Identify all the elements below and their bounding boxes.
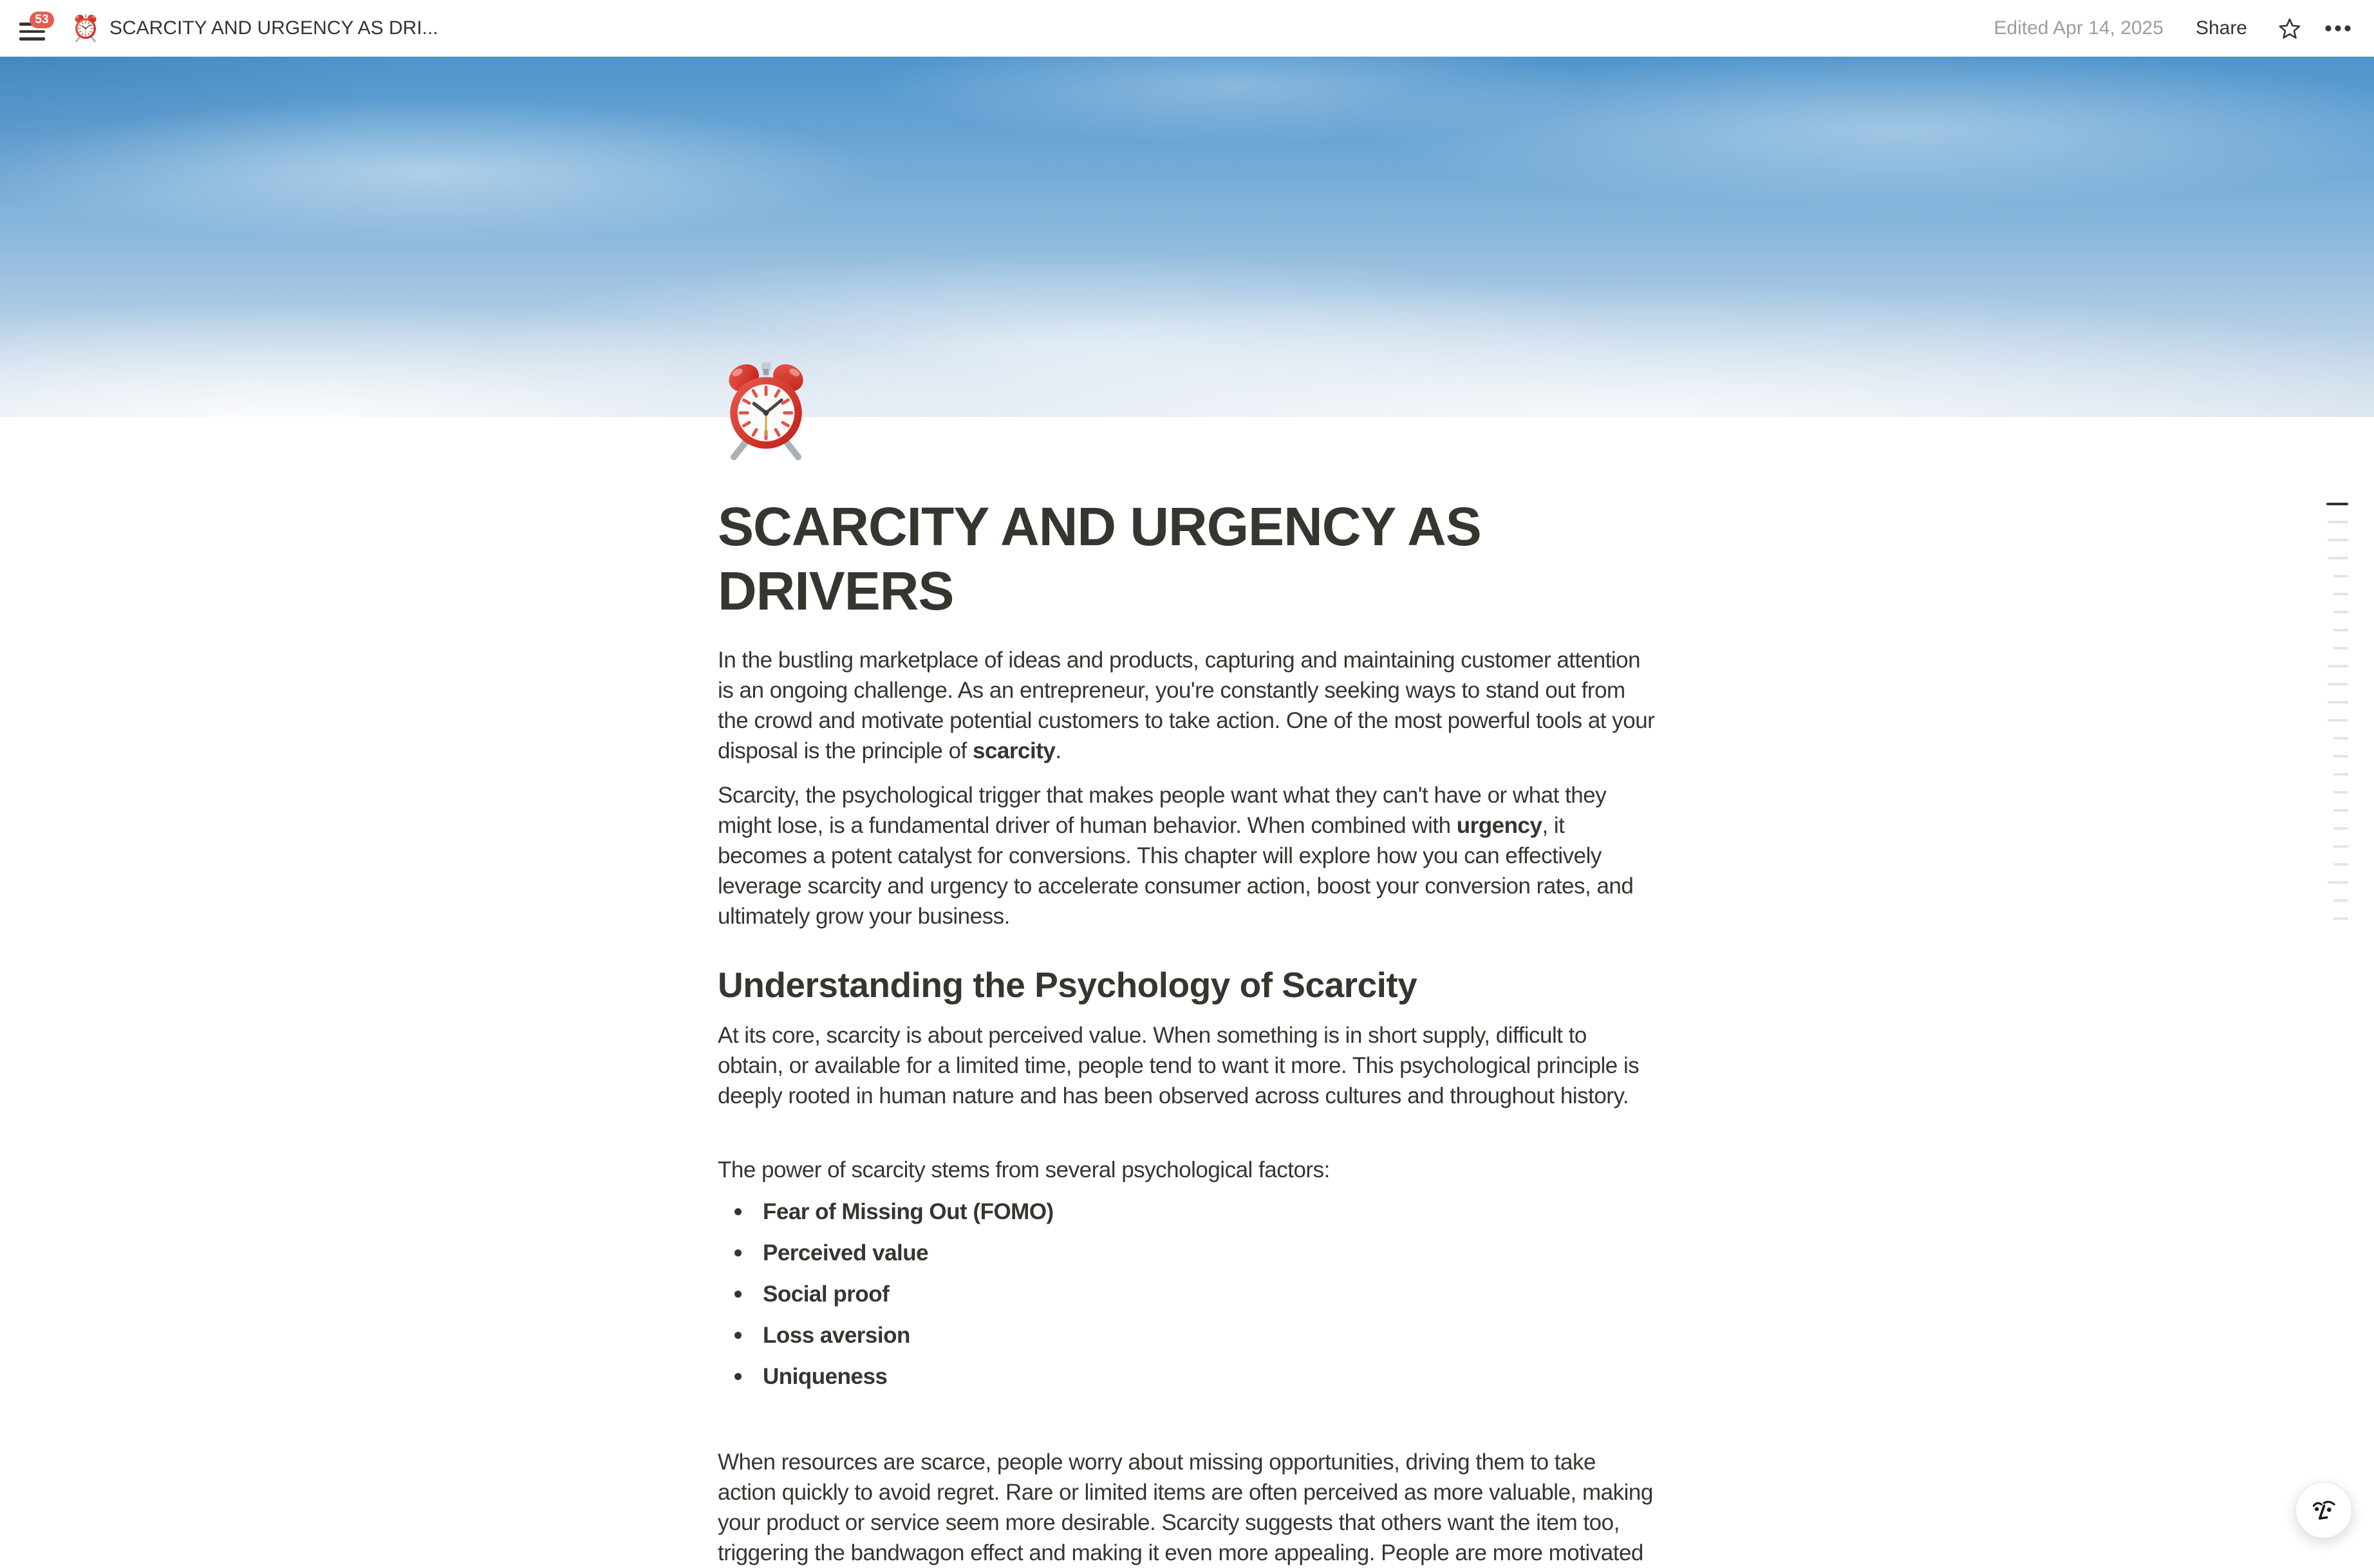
topbar-right bbox=[1994, 14, 2354, 42]
toc-line[interactable] bbox=[2333, 791, 2348, 794]
page-body bbox=[716, 360, 1658, 1568]
toc-line[interactable] bbox=[2328, 521, 2348, 523]
list-item[interactable]: Social proof bbox=[718, 1279, 1658, 1309]
toc-line[interactable] bbox=[2333, 755, 2348, 758]
toc-line[interactable] bbox=[2326, 503, 2348, 505]
toc-line[interactable] bbox=[2328, 881, 2348, 884]
paragraph-intro-1[interactable]: In the bustling marketplace of ideas and products, capturing and maintaining customer attention is an ongoing challenge. As an entrepreneur, you're constantly seeking ways to stand out from the crowd and motivate potential customers to take action. One of the most powerful tools at your disposal is the principle of scarcity. bbox=[718, 648, 1655, 763]
toc-line[interactable] bbox=[2333, 629, 2348, 631]
factors-bullet-list bbox=[718, 1197, 1658, 1392]
notification-count-badge: 53 bbox=[30, 12, 54, 28]
toc-line[interactable] bbox=[2333, 737, 2348, 740]
more-options-button[interactable] bbox=[2322, 22, 2354, 35]
toc-line[interactable] bbox=[2333, 575, 2348, 577]
toc-line[interactable] bbox=[2333, 917, 2348, 920]
toc-line[interactable] bbox=[2333, 899, 2348, 902]
toc-line[interactable] bbox=[2328, 557, 2348, 559]
toc-line[interactable] bbox=[2333, 827, 2348, 830]
topbar-left bbox=[19, 10, 438, 46]
ai-face-icon bbox=[2307, 1493, 2341, 1527]
ellipsis-icon bbox=[2324, 24, 2351, 32]
list-item[interactable]: Fear of Missing Out (FOMO) bbox=[718, 1197, 1658, 1227]
breadcrumb-page-title[interactable]: SCARCITY AND URGENCY AS DRI... bbox=[109, 17, 438, 39]
paragraph-closing[interactable]: When resources are scarce, people worry about missing opportunities, driving them to take action quickly to avoid regret. Rare or limited items are often perceived as more valuable, making your product or service seem more desirable. Scarcity suggests that others want the item too, triggering the bandwagon effect and making it even more appealing. People are more motivated bbox=[718, 1450, 1653, 1565]
toc-line[interactable] bbox=[2328, 665, 2348, 667]
table-of-contents-minimap bbox=[2326, 503, 2348, 935]
toc-line[interactable] bbox=[2328, 683, 2348, 686]
toc-line[interactable] bbox=[2328, 701, 2348, 704]
alarm-clock-icon bbox=[72, 14, 99, 43]
topbar bbox=[0, 0, 2374, 57]
share-button[interactable]: Share bbox=[2192, 15, 2251, 42]
notion-ai-button[interactable] bbox=[2295, 1482, 2352, 1538]
toc-line[interactable] bbox=[2333, 593, 2348, 595]
alarm-clock-icon bbox=[718, 360, 814, 463]
toc-line[interactable] bbox=[2333, 611, 2348, 613]
toc-line[interactable] bbox=[2333, 647, 2348, 649]
toc-line[interactable] bbox=[2333, 773, 2348, 776]
section-heading[interactable]: Understanding the Psychology of Scarcity bbox=[718, 965, 1417, 1005]
list-item[interactable]: Uniqueness bbox=[718, 1361, 1658, 1392]
toc-line[interactable] bbox=[2328, 719, 2348, 722]
paragraph-factors-lead[interactable]: The power of scarcity stems from several psychological factors: bbox=[718, 1157, 1330, 1182]
page-title[interactable]: SCARCITY AND URGENCY AS DRIVERS bbox=[718, 496, 1481, 621]
toc-line[interactable] bbox=[2333, 863, 2348, 866]
favorite-button[interactable] bbox=[2276, 14, 2304, 42]
star-icon bbox=[2278, 17, 2301, 40]
list-item[interactable]: Loss aversion bbox=[718, 1320, 1658, 1350]
page-icon-alarm-clock-emoji[interactable] bbox=[718, 360, 814, 463]
last-edited-label: Edited Apr 14, 2025 bbox=[1994, 17, 2164, 39]
paragraph-intro-2[interactable]: Scarcity, the psychological trigger that makes people want what they can't have or what they might lose, is a fundamental driver of human behavior. When combined with urgency, it becomes a potent catalyst for conversions. This chapter will explore how you can effectively leverage scarcity and urgency to accelerate consumer action, boost your conversion rates, and ultimately grow your business. bbox=[718, 783, 1634, 929]
paragraph-psychology[interactable]: At its core, scarcity is about perceived value. When something is in short supply, difficult to obtain, or available for a limited time, people tend to want it more. This psychological principle is deeply rooted in human nature and has been observed across cultures and throughout history. bbox=[718, 1023, 1640, 1108]
sidebar-toggle-button[interactable] bbox=[19, 10, 58, 46]
toc-line[interactable] bbox=[2333, 809, 2348, 812]
toc-line[interactable] bbox=[2328, 539, 2348, 541]
toc-line[interactable] bbox=[2333, 845, 2348, 848]
list-item[interactable]: Perceived value bbox=[718, 1238, 1658, 1268]
